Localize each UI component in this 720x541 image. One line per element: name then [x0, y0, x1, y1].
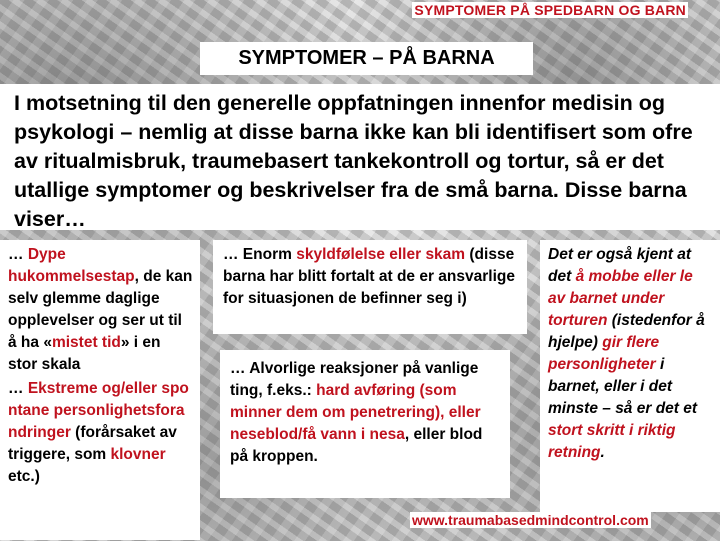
slide-title: SYMPTOMER – PÅ BARNA	[200, 42, 533, 75]
intro-text: I motsetning til den generelle oppfatningen innenfor medisin og psykologi – nemlig at disse barna ikke kan bli identifisert som ofre av ritualmisbruk, traumebasert tankekontroll og tortur, så er det utallige symptomer og beskrivelser fra de små barna. Disse barna viser…	[0, 84, 720, 230]
personality-change-text: … Ekstreme og/eller spontane personlighetsforandringer (forårsaket av triggere, som klovner etc.)	[8, 380, 189, 485]
slide-header: SYMPTOMER PÅ SPEDBARN OG BARN	[414, 2, 686, 18]
guilt-text: … Enorm skyldfølelse eller skam (disse barna har blitt fortalt at de er ansvarlige for situasjonen de befinner seg i)	[223, 246, 515, 307]
memory-loss-text: … Dype hukommelsestap, de kan selv glemme daglige opplevelser og ser ut til å ha «mistet tid» i en stor skala	[8, 246, 193, 373]
symptom-box-bullying	[540, 240, 720, 512]
bullying-text: Det er også kjent at det å mobbe eller le av barnet under torturen (istedenfor å hjelpe) gir flere personligheter i barnet, eller i det minste – så er det et stort skritt i riktig retning.	[548, 246, 705, 461]
footer-url: www.traumabasedmindcontrol.com	[412, 512, 649, 528]
symptom-box-memory	[0, 240, 200, 540]
reactions-text: … Alvorlige reaksjoner på vanlige ting, f.eks.: hard avføring (som minner dem om penetrering), eller neseblod/få vann i nesa, eller blod på kroppen.	[230, 360, 483, 465]
symptom-box-guilt	[213, 240, 527, 334]
symptom-box-reactions	[220, 350, 510, 498]
